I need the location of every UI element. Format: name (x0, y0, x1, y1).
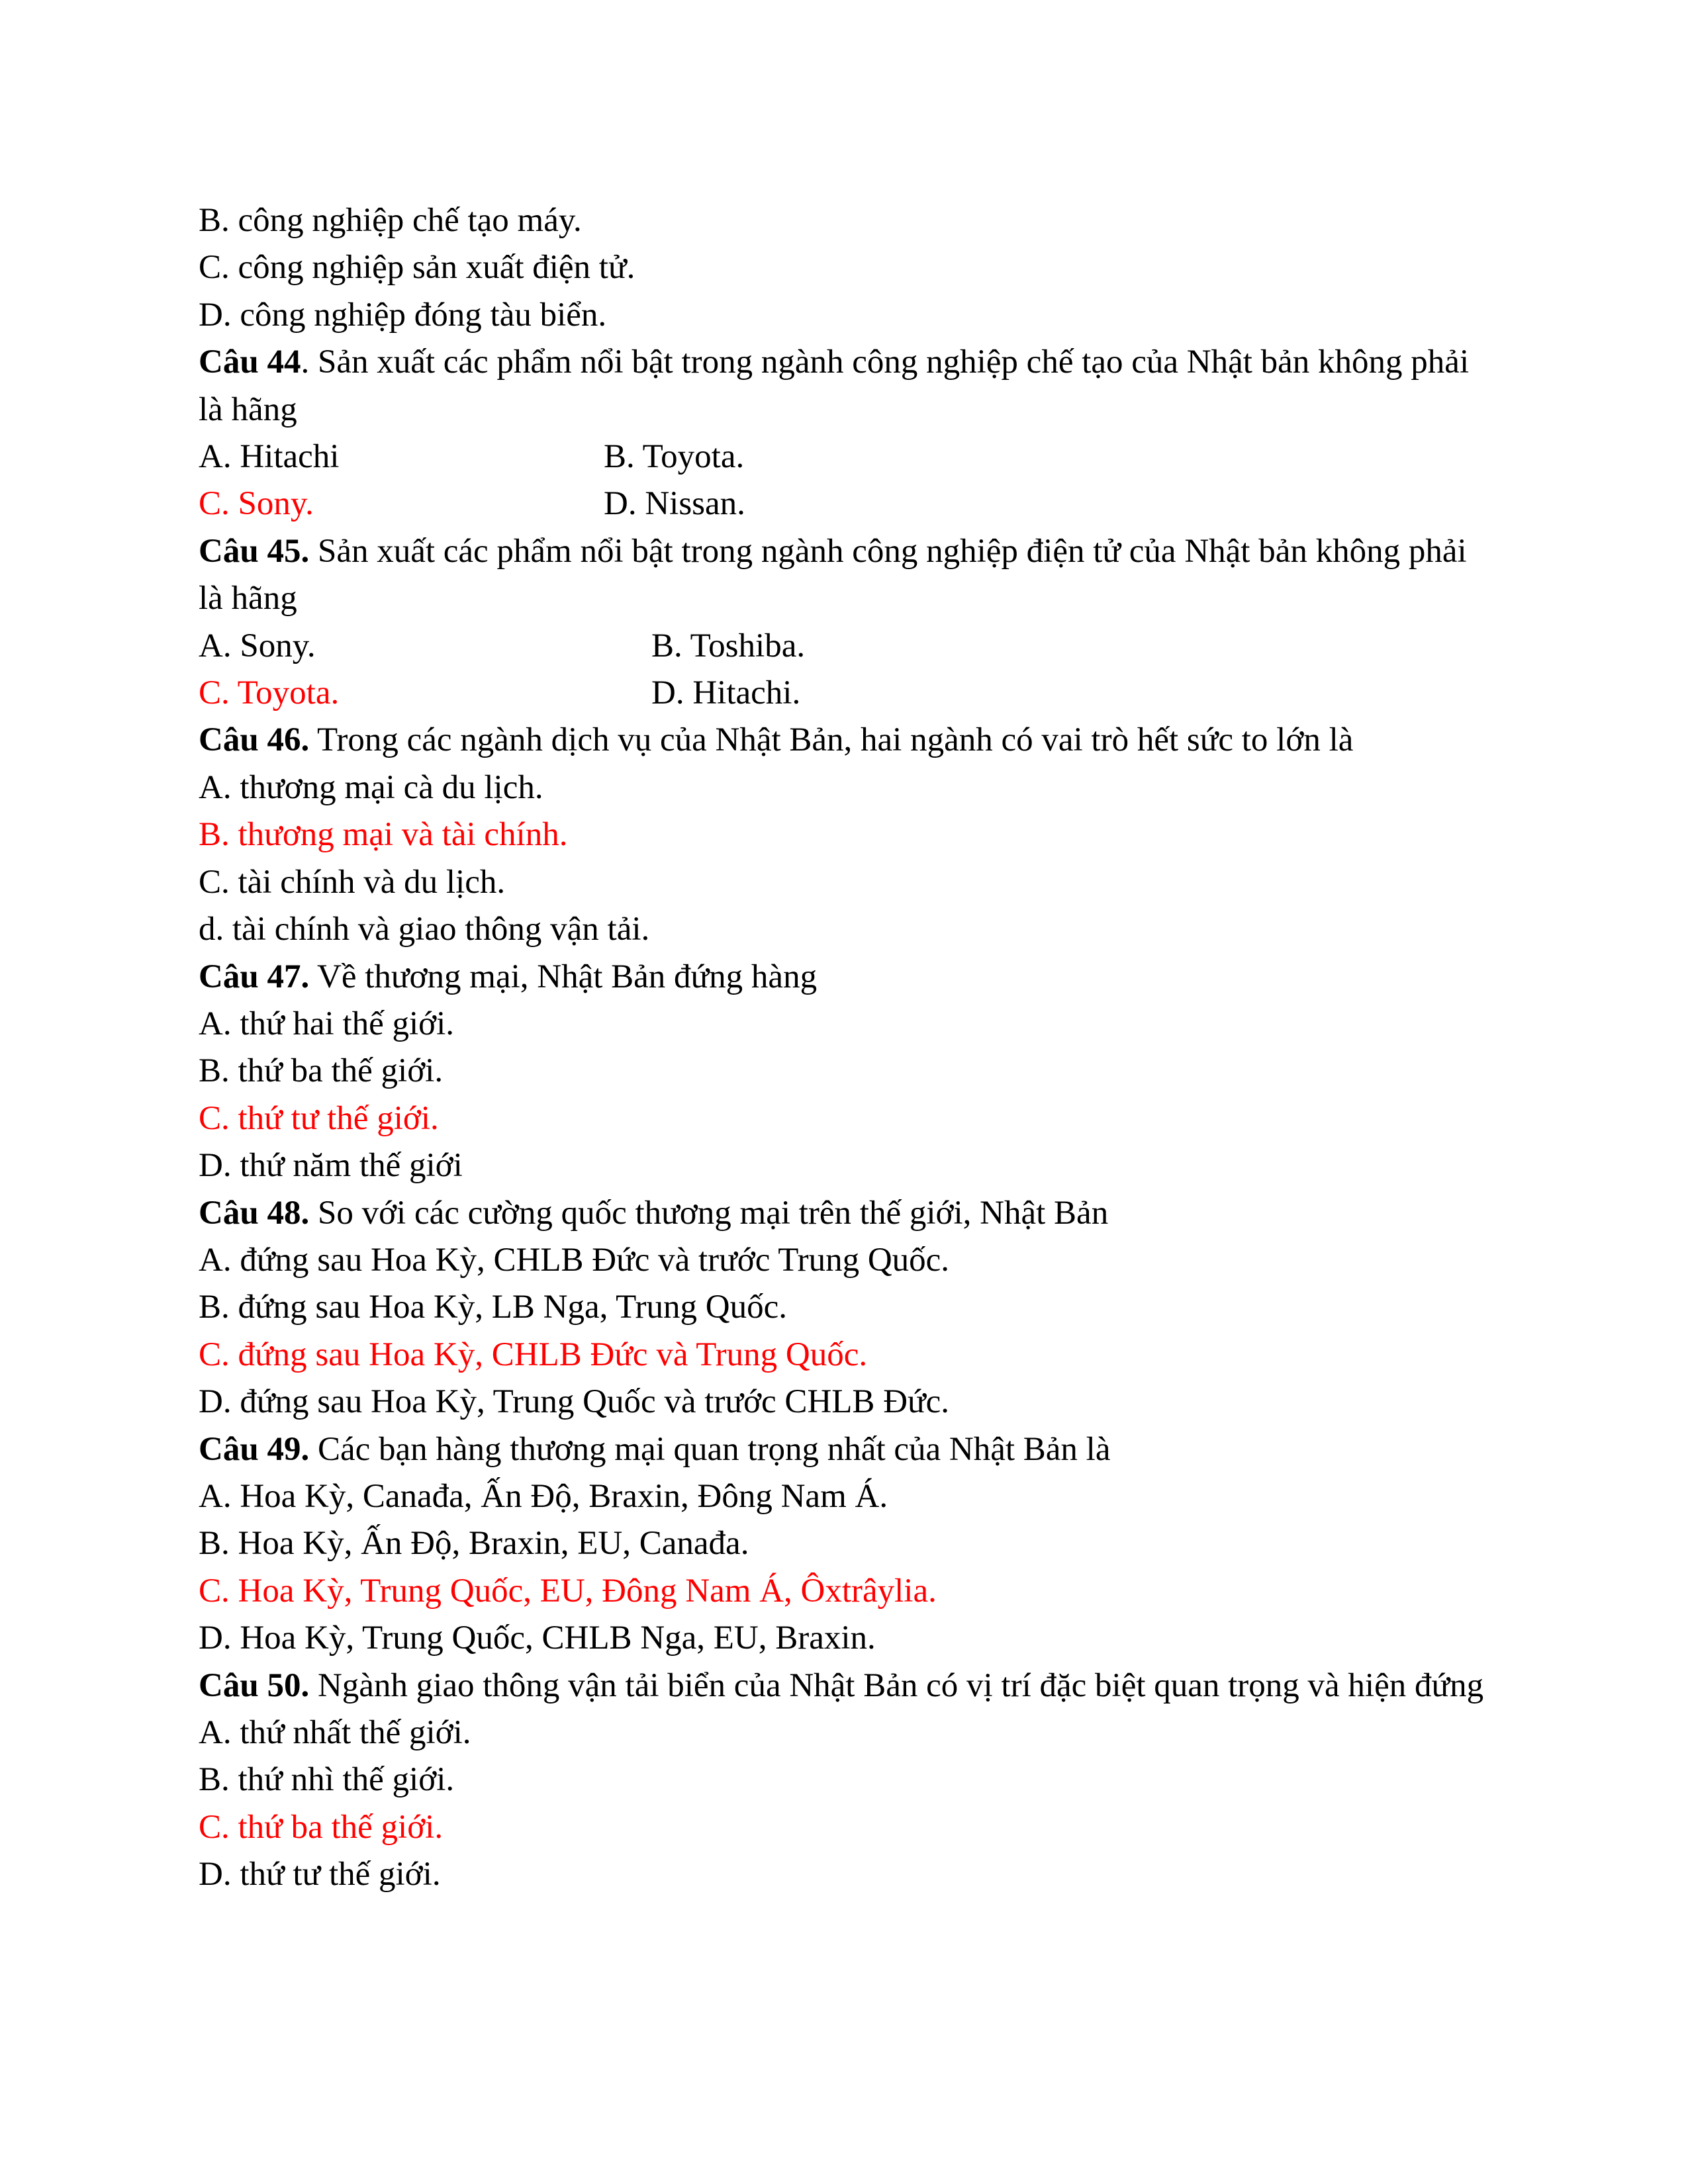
q48-option-d: D. đứng sau Hoa Kỳ, Trung Quốc và trước CHLB Đức. (199, 1383, 950, 1421)
q49-option-d: D. Hoa Kỳ, Trung Quốc, CHLB Nga, EU, Braxin. (199, 1619, 876, 1657)
q44-question (199, 339, 1496, 433)
q45-label: Câu 45. (199, 532, 310, 570)
q46-option-c: C. tài chính và du lịch. (199, 863, 506, 901)
q46-option-d: d. tài chính và giao thông vận tải. (199, 911, 650, 948)
q47-option-d: D. thứ năm thế giới (199, 1147, 463, 1185)
q46-option-b-correct: B. thương mại và tài chính. (199, 816, 568, 854)
q50-option-d: D. thứ tư thế giới. (199, 1856, 441, 1893)
q50-option-a: A. thứ nhất thế giới. (199, 1714, 471, 1751)
q49-option-c-correct: C. Hoa Kỳ, Trung Quốc, EU, Đông Nam Á, Ôxtrâylia. (199, 1572, 937, 1610)
document-page (199, 197, 1496, 1899)
q45-option-d: D. Hitachi. (651, 674, 801, 712)
q49-label: Câu 49. (199, 1430, 310, 1468)
q44-text: . Sản xuất các phẩm nổi bật trong ngành công nghiệp chế tạo của Nhật bản không phải là hãng (199, 343, 1470, 428)
q45-option-c-correct: C. Toyota. (199, 674, 340, 712)
q48-question (199, 1190, 1496, 1237)
q47-option-c-correct: C. thứ tư thế giới. (199, 1099, 439, 1137)
q50-question (199, 1662, 1496, 1709)
q44-options-row-2 (199, 480, 1496, 527)
q43-option-d: D. công nghiệp đóng tàu biển. (199, 296, 607, 334)
q49-option-b: B. Hoa Kỳ, Ấn Độ, Braxin, EU, Canađa. (199, 1525, 749, 1563)
q44-option-a: A. Hitachi (199, 438, 340, 476)
q45-text: Sản xuất các phẩm nổi bật trong ngành công nghiệp điện tử của Nhật bản không phải là hãng (199, 532, 1467, 617)
q45-option-b: B. Toshiba. (651, 627, 806, 664)
q49-text: Các bạn hàng thương mại quan trọng nhất của Nhật Bản là (309, 1430, 1111, 1468)
q47-option-a: A. thứ hai thế giới. (199, 1005, 455, 1042)
q49-question (199, 1426, 1496, 1473)
q45-question (199, 528, 1496, 623)
q47-label: Câu 47. (199, 958, 310, 995)
q48-label: Câu 48. (199, 1194, 310, 1232)
q45-option-a: A. Sony. (199, 627, 316, 664)
q50-option-c-correct: C. thứ ba thế giới. (199, 1808, 444, 1846)
q46-question (199, 717, 1496, 764)
q43-option-c: C. công nghiệp sản xuất điện tử. (199, 249, 635, 287)
q45-options-row-2 (199, 670, 1496, 717)
q44-options-row-1 (199, 433, 1496, 480)
q45-options-row-1 (199, 623, 1496, 670)
q48-text: So với các cường quốc thương mại trên thế giới, Nhật Bản (309, 1194, 1109, 1232)
q46-label: Câu 46. (199, 721, 310, 759)
q43-option-b: B. công nghiệp chế tạo máy. (199, 202, 582, 239)
q47-option-b: B. thứ ba thế giới. (199, 1052, 444, 1090)
q44-option-b: B. Toyota. (604, 438, 745, 476)
q46-text: Trong các ngành dịch vụ của Nhật Bản, hai ngành có vai trò hết sức to lớn là (309, 721, 1354, 759)
q47-text: Về thương mại, Nhật Bản đứng hàng (309, 958, 818, 995)
q48-option-b: B. đứng sau Hoa Kỳ, LB Nga, Trung Quốc. (199, 1289, 787, 1326)
q48-option-c-correct: C. đứng sau Hoa Kỳ, CHLB Đức và Trung Quốc. (199, 1336, 868, 1373)
q44-option-d: D. Nissan. (604, 485, 745, 523)
q50-label: Câu 50. (199, 1666, 310, 1704)
q48-option-a: A. đứng sau Hoa Kỳ, CHLB Đức và trước Trung Quốc. (199, 1241, 950, 1279)
q44-label: Câu 44 (199, 343, 301, 381)
q46-option-a: A. thương mại cà du lịch. (199, 768, 543, 806)
q50-text: Ngành giao thông vận tải biển của Nhật Bản có vị trí đặc biệt quan trọng và hiện đứng (309, 1666, 1484, 1704)
q49-option-a: A. Hoa Kỳ, Canađa, Ấn Độ, Braxin, Đông Nam Á. (199, 1477, 888, 1515)
q47-question (199, 954, 1496, 1001)
q44-option-c-correct: C. Sony. (199, 485, 314, 523)
q50-option-b: B. thứ nhì thế giới. (199, 1761, 455, 1799)
